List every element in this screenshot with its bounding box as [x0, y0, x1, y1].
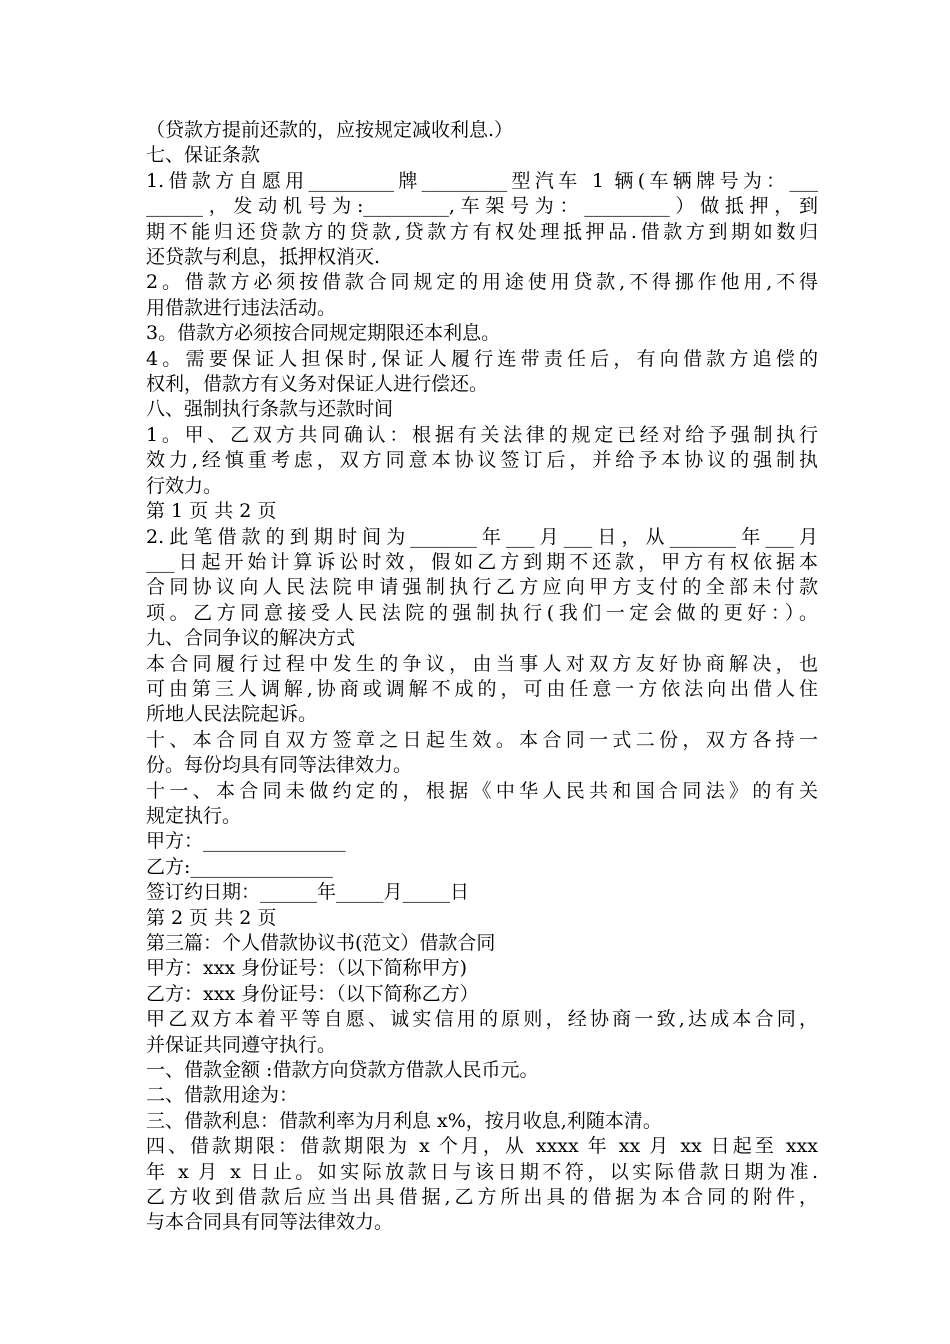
text-line: 可由第三人调解,协商或调解不成的，可由任意一方依法向出借人住	[146, 677, 818, 700]
text-line: 乙方收到借款后应当出具借据,乙方所出具的借据为本合同的附件，	[146, 1186, 818, 1209]
text-line: ___日起开始计算诉讼时效，假如乙方到期不还款，甲方有权依据本	[146, 550, 818, 573]
text-line: 3。借款方必须按合同规定期限还本利息。	[146, 322, 501, 345]
text-line: 十一、本合同未做约定的，根据《中华人民共和国合同法》的有关	[146, 779, 818, 802]
text-line: 2。借款方必须按借款合同规定的用途使用贷款,不得挪作他用,不得	[146, 271, 818, 294]
text-line: 乙方:_______________	[146, 855, 333, 878]
text-line: 第 2 页 共 2 页	[146, 906, 277, 929]
text-line: 甲方：xxx 身份证号：（以下简称甲方)	[146, 957, 468, 980]
text-line: （贷款方提前还款的，应按规定减收利息.）	[146, 119, 514, 141]
text-line: 1。甲、乙双方共同确认：根据有关法律的规定已经对给予强制执行	[146, 423, 818, 446]
text-line: 本合同履行过程中发生的争议，由当事人对双方友好协商解决，也	[146, 652, 818, 675]
text-line: 合同协议向人民法院申请强制执行乙方应向甲方支付的全部未付款	[146, 576, 818, 599]
text-line: 期不能归还贷款方的贷款,贷款方有权处理抵押品.借款方到期如数归	[146, 220, 818, 243]
text-line: 用借款进行违法活动。	[146, 296, 337, 319]
text-line: 并保证共同遵守执行。	[146, 1033, 337, 1056]
text-line: 一、借款金额 :借款方向贷款方借款人民币元。	[146, 1059, 539, 1082]
text-line: 十、本合同自双方签章之日起生效。本合同一式二份，双方各持一	[146, 728, 818, 751]
text-line: 乙方：xxx 身份证号：（以下简称乙方）	[146, 982, 479, 1005]
text-line: 所地人民法院起诉。	[146, 703, 318, 726]
text-line: 项。乙方同意接受人民法院的强制执行(我们一定会做的更好：）。	[146, 601, 818, 624]
text-line: 二、借款用途为：	[146, 1084, 299, 1107]
text-line: 规定执行。	[146, 804, 242, 827]
text-line: 八、强制执行条款与还款时间	[146, 398, 394, 421]
text-line: 权利，借款方有义务对保证人进行偿还。	[146, 373, 489, 396]
text-line: 三、借款利息：借款利率为月利息 x%，按月收息,利随本清。	[146, 1109, 662, 1132]
text-line: 第三篇：个人借款协议书(范文）借款合同	[146, 932, 496, 954]
text-line: 还贷款与利息，抵押权消灭.	[146, 246, 381, 269]
text-line: 份。每份均具有同等法律效力。	[146, 754, 413, 777]
text-line: 行效力。	[146, 474, 223, 497]
text-line: 效力,经慎重考虑，双方同意本协议签订后，并给予本协议的强制执	[146, 449, 818, 472]
text-line: 年 x 月 x 日止。如实际放款日与该日期不符，以实际借款日期为准.	[146, 1160, 818, 1183]
text-line: 1.借款方自愿用_________牌_________型汽车 1 辆(车辆牌号为：___	[146, 169, 818, 192]
text-line: ______，发动机号为:_________,车架号为：_________）做抵押，到	[146, 195, 818, 218]
text-line: 甲乙双方本着平等自愿、诚实信用的原则，经协商一致,达成本合同，	[146, 1008, 818, 1031]
text-line: 四、借款期限：借款期限为 x 个月，从 xxxx 年 xx 月 xx 日起至 xxx	[146, 1135, 818, 1158]
text-line: 4。需要保证人担保时,保证人履行连带责任后，有向借款方追偿的	[146, 347, 818, 370]
text-line: 与本合同具有同等法律效力。	[146, 1211, 394, 1234]
text-line: 甲方：_______________	[146, 830, 346, 853]
text-line: 九、合同争议的解决方式	[146, 627, 356, 650]
document-body	[146, 118, 818, 1236]
text-line: 2.此笔借款的到期时间为_______年___月___日，从_______年___月	[146, 525, 818, 548]
text-line: 签订约日期：______年_____月_____日	[146, 881, 470, 904]
text-line: 第 1 页 共 2 页	[146, 500, 277, 523]
text-line: 七、保证条款	[146, 144, 261, 167]
